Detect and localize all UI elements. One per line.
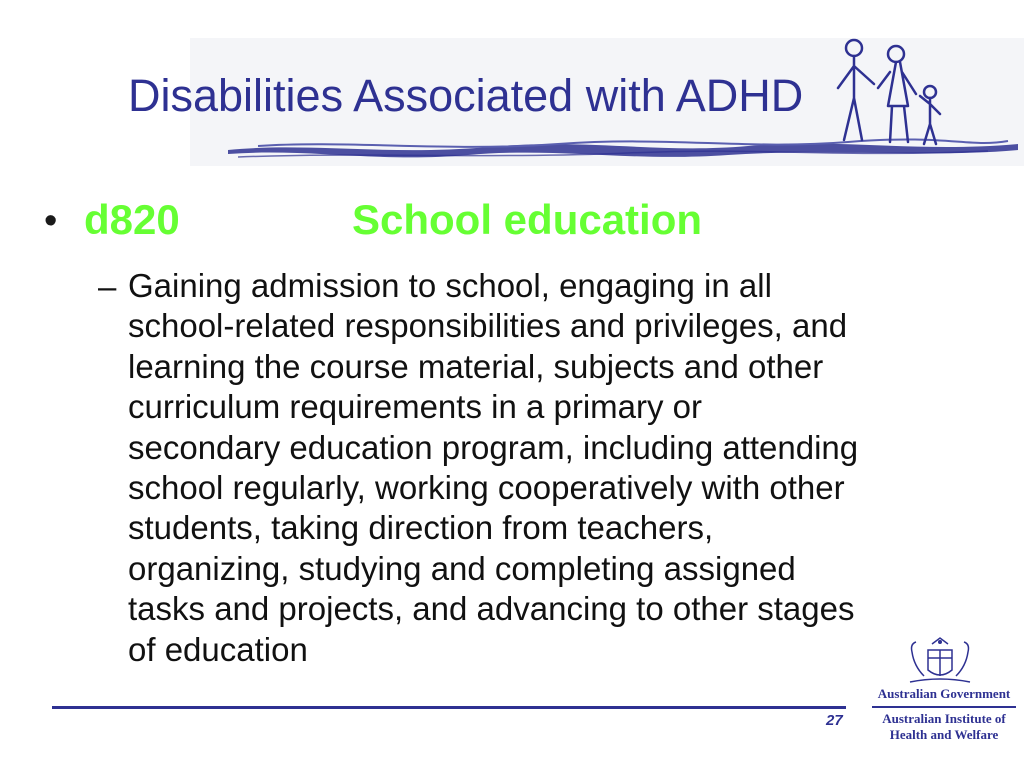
sub-bullet-line: school-related responsibilities and privileges, and	[128, 307, 848, 345]
sub-bullet-line: curriculum requirements in a primary or	[128, 388, 703, 426]
sub-bullet-line: school regularly, working cooperatively with other	[128, 469, 845, 507]
sub-bullet-line: Gaining admission to school, engaging in all	[128, 267, 772, 304]
org-name-institute	[872, 711, 1016, 743]
sub-bullet-text	[128, 266, 1016, 670]
org-divider	[872, 706, 1016, 708]
bullet-code: d820	[84, 196, 180, 243]
slide-title: Disabilities Associated with ADHD	[128, 70, 804, 121]
sub-bullet-line: secondary education program, including attending	[128, 428, 859, 466]
footer-divider	[52, 706, 846, 709]
bullet-label: School education	[352, 196, 703, 243]
org-line-health-welfare: Health and Welfare	[889, 727, 999, 742]
org-line-institute: Australian Institute of	[882, 711, 1006, 726]
coat-of-arms-icon	[902, 636, 978, 686]
bullet-marker: •	[44, 200, 58, 242]
sub-bullet-line: learning the course material, subjects and other	[128, 347, 824, 385]
page-number: 27	[826, 712, 843, 729]
sub-bullet-line: organizing, studying and completing assigned	[128, 549, 796, 587]
sub-bullet-marker: –	[98, 268, 117, 305]
sub-bullet-line: tasks and projects, and advancing to other stages	[128, 590, 855, 628]
sub-bullet-line: of education	[128, 630, 308, 668]
family-figures-icon	[812, 36, 952, 154]
sub-bullet-line: students, taking direction from teachers,	[128, 509, 714, 547]
org-name-government: Australian Government	[877, 686, 1011, 701]
